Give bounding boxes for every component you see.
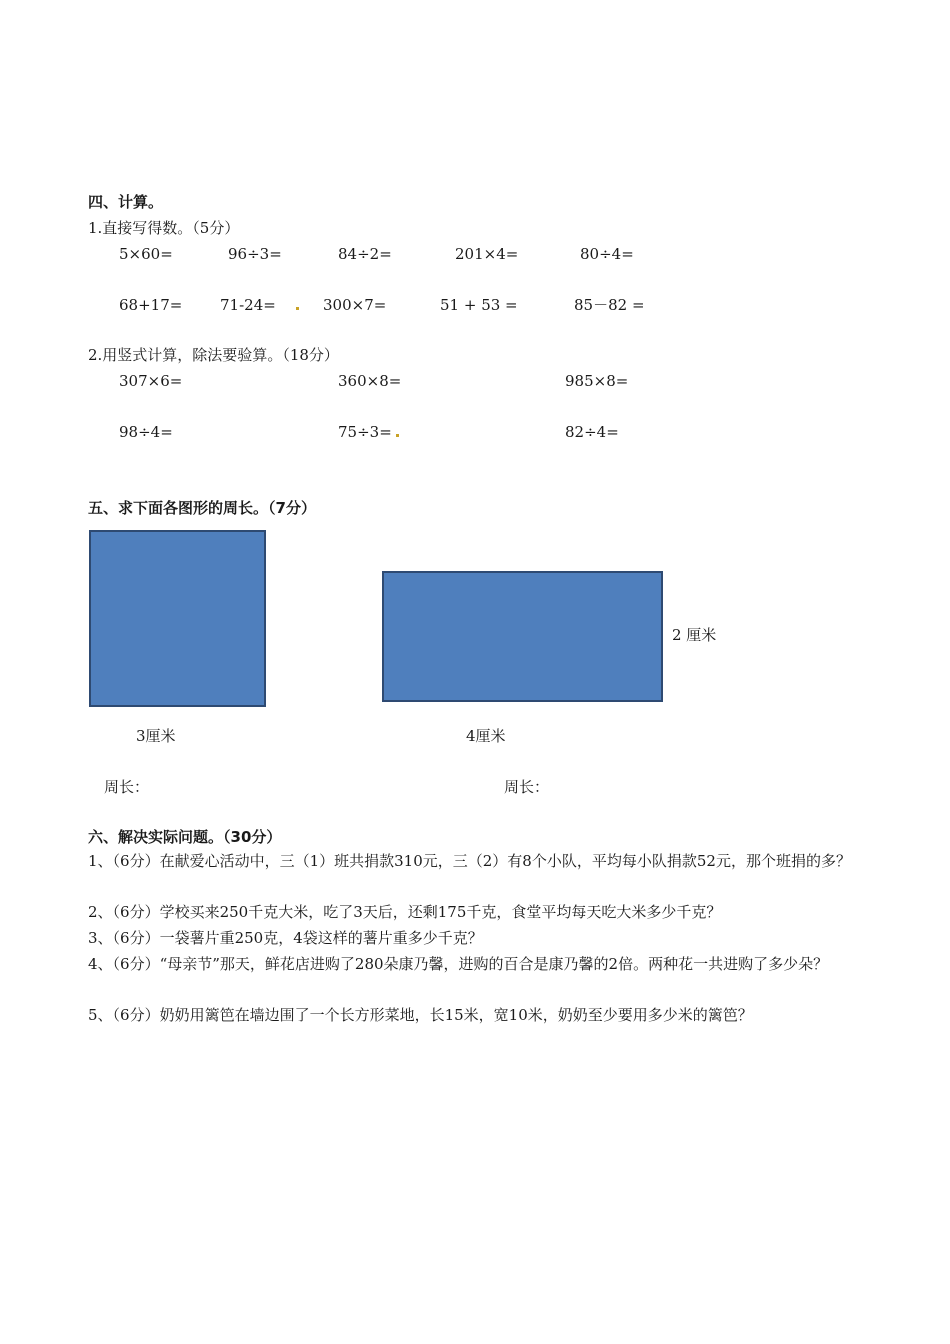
oral-calc-item: 5×60= xyxy=(119,245,173,263)
stray-dot xyxy=(296,307,299,310)
oral-calc-item: 85－82 = xyxy=(574,296,645,314)
vertical-calc-item: 360×8= xyxy=(338,372,402,390)
rectangle-length-label: 4厘米 xyxy=(466,727,506,745)
oral-calc-item: 71-24= xyxy=(220,296,276,314)
word-problem: 4、（6分）“母亲节”那天，鲜花店进购了280朵康乃馨，进购的百合是康乃馨的2倍。两种花一共进购了多少朵？ xyxy=(88,955,829,973)
rectangle-width-label: 2 厘米 xyxy=(672,626,717,644)
square-perimeter-label: 周长： xyxy=(104,778,150,796)
oral-calc-item: 84÷2= xyxy=(338,245,392,263)
oral-calc-item: 80÷4= xyxy=(580,245,634,263)
vertical-calc-item: 98÷4= xyxy=(119,423,173,441)
vertical-calc-item: 82÷4= xyxy=(565,423,619,441)
oral-calc-item: 96÷3= xyxy=(228,245,282,263)
square-side-label: 3厘米 xyxy=(136,727,176,745)
part-2-label: 2.用竖式计算，除法要验算。（18分） xyxy=(88,346,339,364)
word-problem: 5、（6分）奶奶用篱笆在墙边围了一个长方形菜地，长15米，宽10米，奶奶至少要用多少米的篱笆？ xyxy=(88,1006,753,1024)
word-problem: 1、（6分）在献爱心活动中，三（1）班共捐款310元，三（2）有8个小队，平均每小队捐款52元，那个班捐的多？ xyxy=(88,852,851,870)
vertical-calc-item: 985×8= xyxy=(565,372,629,390)
square-shape xyxy=(89,530,266,707)
rectangle-shape xyxy=(382,571,663,702)
oral-calc-item: 300×7= xyxy=(323,296,387,314)
oral-calc-item: 68+17= xyxy=(119,296,183,314)
part-1-label: 1.直接写得数。（5分） xyxy=(88,219,240,237)
word-problem: 2、（6分）学校买来250千克大米，吃了3天后，还剩175千克，食堂平均每天吃大米多少千克？ xyxy=(88,903,722,921)
vertical-calc-item: 75÷3= xyxy=(338,423,392,441)
section-6-heading: 六、解决实际问题。（30分） xyxy=(88,828,282,846)
rectangle-perimeter-label: 周长： xyxy=(504,778,550,796)
section-5-heading: 五、求下面各图形的周长。（7分） xyxy=(88,499,316,517)
word-problem: 3、（6分）一袋薯片重250克，4袋这样的薯片重多少千克？ xyxy=(88,929,483,947)
oral-calc-item: 51 + 53 = xyxy=(440,296,518,314)
stray-dot xyxy=(396,434,399,437)
vertical-calc-item: 307×6= xyxy=(119,372,183,390)
section-4-heading: 四、计算。 xyxy=(88,193,164,211)
oral-calc-item: 201×4= xyxy=(455,245,519,263)
